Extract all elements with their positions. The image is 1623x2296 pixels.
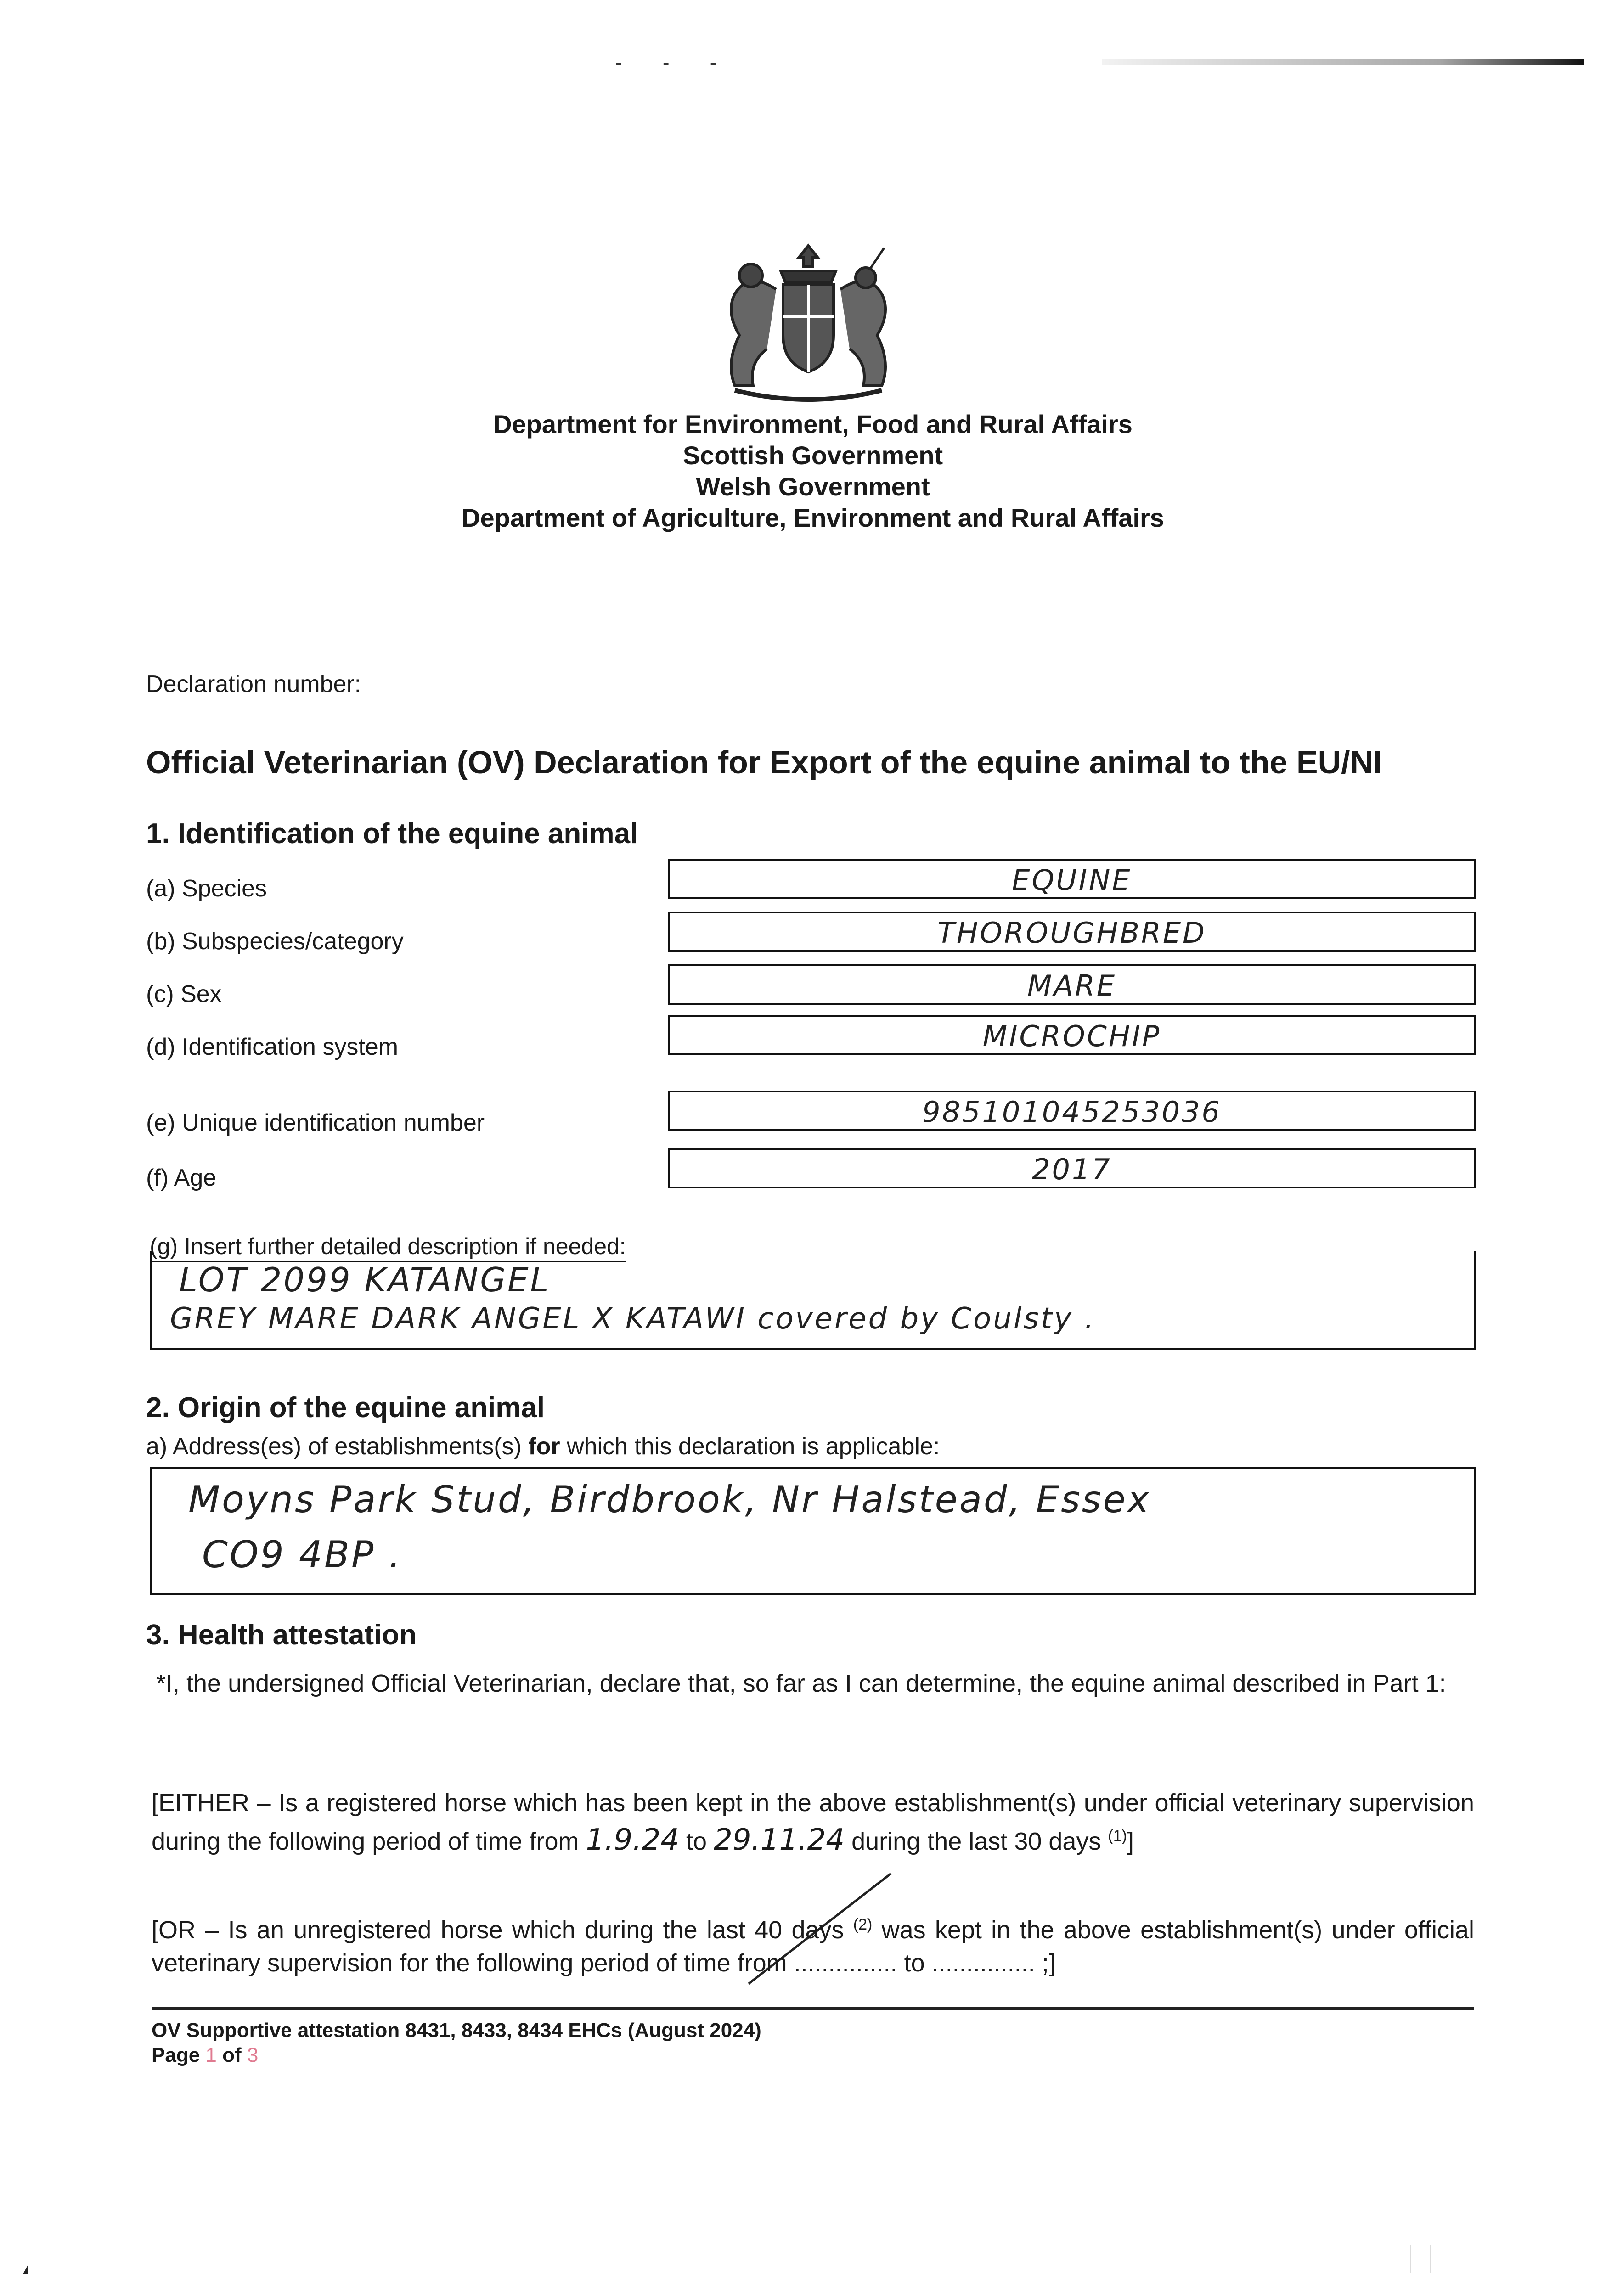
or-footnote-ref: (2) bbox=[853, 1916, 873, 1933]
or-clause bbox=[152, 1908, 1474, 1980]
description-line-2: GREY MARE DARK ANGEL X KATAWI covered by Coulsty . bbox=[170, 1302, 1096, 1336]
age-field[interactable] bbox=[668, 1148, 1476, 1188]
age-value: 2017 bbox=[1032, 1153, 1112, 1186]
uin-field[interactable] bbox=[668, 1091, 1476, 1131]
either-text: [EITHER – Is a registered horse which has been kept in the above establishment(s) under official veterinary supervision during the following period of time from bbox=[152, 1789, 1474, 1855]
sex-label: (c) Sex bbox=[146, 981, 222, 1007]
footer-divider bbox=[152, 2007, 1474, 2010]
department-scottish: Scottish Government bbox=[682, 441, 943, 470]
or-text-2: was kept in the above establishment(s) under official veterinary supervision for the following period of time from ............... to ............... ;] bbox=[152, 1916, 1474, 1977]
page-pre: Page bbox=[152, 2044, 206, 2066]
age-label: (f) Age bbox=[146, 1165, 217, 1191]
corner-mark-icon bbox=[23, 2264, 28, 2274]
subspecies-label: (b) Subspecies/category bbox=[146, 928, 404, 955]
page-num: 1 bbox=[205, 2044, 217, 2066]
health-intro: *I, the undersigned Official Veterinarian, declare that, so far as I can determine, the equine animal described in Part 1: bbox=[156, 1670, 1446, 1697]
species-field[interactable] bbox=[668, 859, 1476, 899]
identification-system-field[interactable] bbox=[668, 1015, 1476, 1055]
address-label-post: which this declaration is applicable: bbox=[560, 1433, 940, 1460]
department-defra: Department for Environment, Food and Rural Affairs bbox=[493, 410, 1133, 439]
either-footnote-ref: (1) bbox=[1108, 1827, 1127, 1845]
page-mid: of bbox=[216, 2044, 247, 2066]
subspecies-value: THOROUGHBRED bbox=[937, 916, 1206, 950]
address-line-2: CO9 4BP . bbox=[202, 1533, 403, 1576]
description-line-1: LOT 2099 KATANGEL bbox=[179, 1261, 551, 1299]
section3-heading: 3. Health attestation bbox=[146, 1619, 417, 1651]
footer-reference: OV Supportive attestation 8431, 8433, 8434 EHCs (August 2024) bbox=[152, 2019, 761, 2042]
section2-heading: 2. Origin of the equine animal bbox=[146, 1392, 545, 1424]
address-label bbox=[146, 1433, 940, 1460]
page-number bbox=[152, 2043, 761, 2068]
declaration-number-label: Declaration number: bbox=[146, 671, 361, 698]
species-value: EQUINE bbox=[1012, 863, 1132, 897]
either-clause bbox=[152, 1786, 1474, 1858]
department-daera: Department of Agriculture, Environment and Rural Affairs bbox=[462, 503, 1164, 532]
identification-system-value: MICROCHIP bbox=[982, 1019, 1161, 1053]
subspecies-field[interactable] bbox=[668, 912, 1476, 952]
address-line-1: Moyns Park Stud, Birdbrook, Nr Halstead, Essex bbox=[188, 1478, 1151, 1521]
identification-system-label: (d) Identification system bbox=[146, 1034, 399, 1060]
section1-heading: 1. Identification of the equine animal bbox=[146, 818, 638, 850]
species-label: (a) Species bbox=[146, 875, 267, 902]
address-label-pre: a) Address(es) of establishments(s) bbox=[146, 1433, 529, 1460]
uin-value: 985101045253036 bbox=[922, 1095, 1222, 1129]
either-to-word: to bbox=[679, 1828, 714, 1855]
department-welsh: Welsh Government bbox=[696, 472, 930, 501]
address-label-bold: for bbox=[528, 1433, 560, 1460]
either-close: ] bbox=[1127, 1828, 1134, 1855]
uin-label: (e) Unique identification number bbox=[146, 1109, 485, 1136]
footer bbox=[152, 2018, 761, 2068]
address-field[interactable] bbox=[150, 1467, 1476, 1595]
sex-value: MARE bbox=[1027, 969, 1117, 1002]
royal-coat-of-arms-icon bbox=[707, 239, 909, 409]
page-total: 3 bbox=[247, 2044, 259, 2066]
either-text-2: during the last 30 days bbox=[845, 1828, 1108, 1855]
scan-mark bbox=[1410, 2245, 1431, 2273]
sex-field[interactable] bbox=[668, 964, 1476, 1005]
description-field[interactable] bbox=[150, 1251, 1476, 1350]
either-from-date[interactable]: 1.9.24 bbox=[586, 1823, 680, 1857]
description-label: (g) Insert further detailed description if needed: bbox=[150, 1233, 626, 1262]
department-list bbox=[321, 409, 1304, 534]
page-title: Official Veterinarian (OV) Declaration for Export of the equine animal to the EU/NI bbox=[146, 744, 1382, 780]
scan-artifact-bar bbox=[1102, 59, 1584, 65]
either-to-date[interactable]: 29.11.24 bbox=[714, 1823, 845, 1857]
top-dashes: - - - bbox=[615, 51, 734, 74]
or-text: [OR – Is an unregistered horse which during the last 40 days bbox=[152, 1916, 853, 1944]
